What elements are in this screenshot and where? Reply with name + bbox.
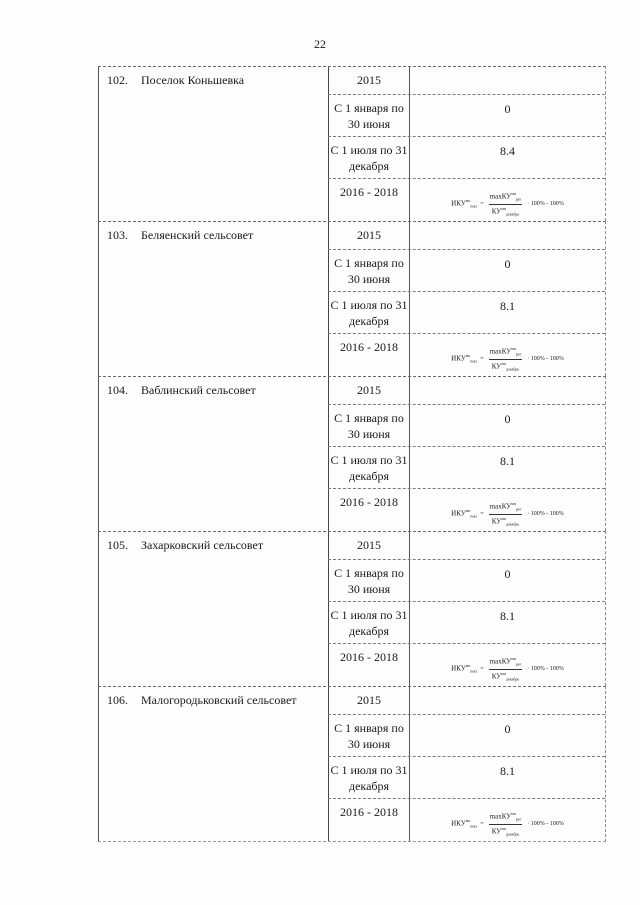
entry-name: Беляенский сельсовет (141, 228, 254, 242)
formula-tail: · 100% - 100% (527, 201, 564, 207)
entry-name: Захарковский сельсовет (141, 538, 264, 552)
formula-equals: = (480, 201, 484, 207)
entry-number: 106. (107, 693, 128, 707)
tariff-table (98, 66, 606, 842)
value-cell (410, 532, 605, 559)
entry-number: 105. (107, 538, 128, 552)
table-row (328, 136, 605, 178)
table-row (328, 333, 605, 376)
period-cell: 2016 - 2018 (328, 644, 410, 686)
formula-tail: · 100% - 100% (527, 511, 564, 517)
entry-rows (328, 377, 605, 531)
formula-fraction: $\frac{\max КУ^{мп}_{рег}}{КУ^{мп}_{декабрь}}$ (489, 345, 522, 372)
table-row (328, 178, 605, 221)
table-row (328, 249, 605, 291)
table-row (328, 798, 605, 841)
formula-equals: = (480, 356, 484, 362)
period-cell: С 1 июля по 31 декабря (328, 292, 410, 333)
table-row (328, 291, 605, 333)
value-cell: 0 (504, 102, 511, 116)
period-cell: 2015 (328, 532, 410, 559)
entry-number: 104. (107, 383, 128, 397)
table-entry (98, 221, 606, 376)
table-entry (98, 376, 606, 531)
formula-tail: · 100% - 100% (527, 356, 564, 362)
period-cell: 2016 - 2018 (328, 179, 410, 221)
entry-name: Ваблинский сельсовет (141, 383, 256, 397)
entry-name-cell (99, 222, 337, 243)
entry-rows (328, 67, 605, 221)
value-cell: 8.1 (500, 764, 515, 778)
formula-lhs: $ИКУ^{мп}_{max}$ (451, 663, 478, 674)
entry-name-cell (99, 532, 337, 553)
table-row (328, 756, 605, 798)
value-cell (410, 377, 605, 404)
value-cell (410, 222, 605, 249)
table-row (328, 532, 605, 559)
formula-lhs: $ИКУ^{мп}_{max}$ (451, 353, 478, 364)
table-row (328, 488, 605, 531)
formula-lhs: $ИКУ^{мп}_{max}$ (451, 508, 478, 519)
entry-number: 103. (107, 228, 128, 242)
table-entry (98, 66, 606, 221)
formula-cell (410, 179, 605, 221)
formula-fraction: $\frac{\max КУ^{мп}_{рег}}{КУ^{мп}_{декабрь}}$ (489, 655, 522, 682)
formula-fraction: $\frac{\max КУ^{мп}_{рег}}{КУ^{мп}_{декабрь}}$ (489, 500, 522, 527)
entry-number: 102. (107, 73, 128, 87)
page-number: 22 (314, 37, 326, 51)
period-cell: С 1 июля по 31 декабря (328, 602, 410, 643)
formula-cell (410, 489, 605, 531)
period-cell: С 1 января по 30 июня (328, 250, 410, 291)
table-entry (98, 531, 606, 686)
period-cell: 2015 (328, 67, 410, 94)
period-cell: 2015 (328, 222, 410, 249)
entry-rows (328, 532, 605, 686)
period-cell: С 1 января по 30 июня (328, 405, 410, 446)
formula-fraction: $\frac{\max КУ^{мп}_{рег}}{КУ^{мп}_{декабрь}}$ (489, 190, 522, 217)
period-cell: 2016 - 2018 (328, 799, 410, 841)
table-row (328, 559, 605, 601)
value-cell (410, 67, 605, 94)
entry-name-cell (99, 687, 337, 708)
period-cell: С 1 июля по 31 декабря (328, 757, 410, 798)
entry-name: Поселок Коньшевка (141, 73, 245, 87)
formula-equals: = (480, 821, 484, 827)
period-cell: 2015 (328, 687, 410, 714)
table-row (328, 643, 605, 686)
table-row (328, 446, 605, 488)
value-cell: 8.4 (500, 144, 515, 158)
formula-lhs: $ИКУ^{мп}_{max}$ (451, 818, 478, 829)
formula-tail: · 100% - 100% (527, 821, 564, 827)
table-row (328, 377, 605, 404)
table-entry (98, 686, 606, 842)
formula-tail: · 100% - 100% (527, 666, 564, 672)
value-cell (410, 687, 605, 714)
entry-name-cell (99, 377, 337, 398)
formula-cell (410, 334, 605, 376)
period-cell: 2016 - 2018 (328, 334, 410, 376)
period-cell: С 1 января по 30 июня (328, 95, 410, 136)
value-cell: 8.1 (500, 454, 515, 468)
period-cell: С 1 января по 30 июня (328, 560, 410, 601)
table-row (328, 714, 605, 756)
value-cell: 0 (504, 722, 511, 736)
period-cell: С 1 июля по 31 декабря (328, 137, 410, 178)
formula-cell (410, 644, 605, 686)
entry-rows (328, 687, 605, 841)
period-cell: 2016 - 2018 (328, 489, 410, 531)
table-row (328, 67, 605, 94)
period-cell: С 1 января по 30 июня (328, 715, 410, 756)
period-cell: 2015 (328, 377, 410, 404)
entry-rows (328, 222, 605, 376)
table-row (328, 404, 605, 446)
period-cell: С 1 июля по 31 декабря (328, 447, 410, 488)
formula-fraction: $\frac{\max КУ^{мп}_{рег}}{КУ^{мп}_{декабрь}}$ (489, 810, 522, 837)
formula-cell (410, 799, 605, 841)
entry-name-cell (99, 67, 337, 88)
table-row (328, 687, 605, 714)
table-row (328, 94, 605, 136)
formula-equals: = (480, 511, 484, 517)
value-cell: 8.1 (500, 299, 515, 313)
value-cell: 0 (504, 257, 511, 271)
formula-lhs: $ИКУ^{мп}_{max}$ (451, 198, 478, 209)
table-row (328, 601, 605, 643)
value-cell: 0 (504, 412, 511, 426)
value-cell: 0 (504, 567, 511, 581)
value-cell: 8.1 (500, 609, 515, 623)
entry-name: Малогородьковский сельсовет (141, 693, 297, 707)
table-row (328, 222, 605, 249)
formula-equals: = (480, 666, 484, 672)
